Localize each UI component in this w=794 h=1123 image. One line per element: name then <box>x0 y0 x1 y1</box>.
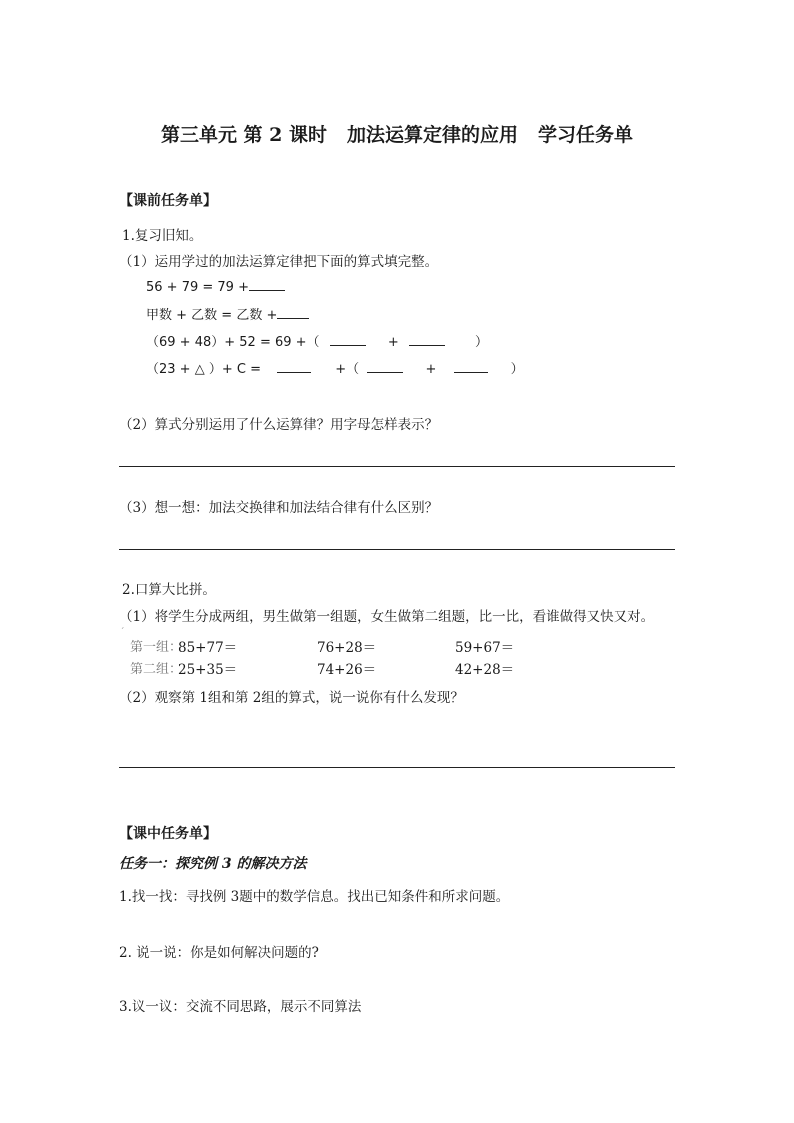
answer-blank[interactable] <box>409 333 445 346</box>
answer-blank[interactable] <box>330 333 366 346</box>
group-1-label: 第一组： <box>130 640 183 655</box>
scan-mark: ˊ <box>120 628 125 638</box>
equation-3: （69 + 48）+ 52 = 69 +（ + ） <box>146 335 489 350</box>
question-1-3: （3）想一想：加法交换律和加法结合律有什么区别？ <box>119 500 439 516</box>
answer-blank[interactable] <box>454 360 488 373</box>
group-2-label: 第二组： <box>130 662 183 677</box>
in-class-header: 【课中任务单】 <box>119 826 217 842</box>
question-2: 2.口算大比拼。 <box>122 582 216 598</box>
question-2-1: （1）将学生分成两组，男生做第一组题，女生做第二组题，比一比，看谁做得又快又对。 <box>119 609 655 625</box>
task-1-step-2: 2. 说一说：你是如何解决问题的? <box>119 945 319 961</box>
answer-line[interactable] <box>119 466 675 467</box>
answer-blank[interactable] <box>367 360 403 373</box>
group-1-item: 85+77＝ <box>178 640 238 656</box>
pre-class-header: 【课前任务单】 <box>119 193 217 209</box>
answer-blank[interactable] <box>277 306 309 319</box>
answer-line[interactable] <box>119 767 675 768</box>
page-title <box>0 120 794 147</box>
group-2-row <box>130 658 182 677</box>
answer-line[interactable] <box>119 549 675 550</box>
title-lesson: 第三单元 第 2 课时 <box>160 124 328 146</box>
group-1-item: 76+28＝ <box>317 640 377 656</box>
equation-1: 56 + 79 = 79 + <box>146 278 285 295</box>
task-1-title: 任务一：探究例 3 的解决方法 <box>119 856 307 872</box>
question-1: 1.复习旧知。 <box>122 228 203 244</box>
task-1-step-3: 3.议一议：交流不同思路，展示不同算法 <box>119 999 362 1015</box>
title-topic: 加法运算定律的应用 <box>347 124 519 146</box>
question-1-1: （1）运用学过的加法运算定律把下面的算式填完整。 <box>119 254 439 270</box>
equation-4: （23 + △ ）+ C = +（ + ） <box>146 362 524 377</box>
group-2-item: 74+26＝ <box>317 662 377 678</box>
equation-2: 甲数 + 乙数 = 乙数 + <box>146 304 309 323</box>
task-1-step-1: 1.找一找：寻找例 3题中的数学信息。找出已知条件和所求问题。 <box>119 889 510 905</box>
group-2-item: 42+28＝ <box>455 662 515 678</box>
answer-blank[interactable] <box>249 278 285 291</box>
title-sheet: 学习任务单 <box>538 124 634 146</box>
group-2-item: 25+35＝ <box>178 662 238 678</box>
group-1-item: 59+67＝ <box>455 640 515 656</box>
answer-blank[interactable] <box>277 360 311 373</box>
question-1-2: （2）算式分别运用了什么运算律？用字母怎样表示？ <box>119 417 439 433</box>
question-2-2: （2）观察第 1组和第 2组的算式，说一说你有什么发现？ <box>119 690 464 706</box>
group-1-row <box>130 636 182 655</box>
